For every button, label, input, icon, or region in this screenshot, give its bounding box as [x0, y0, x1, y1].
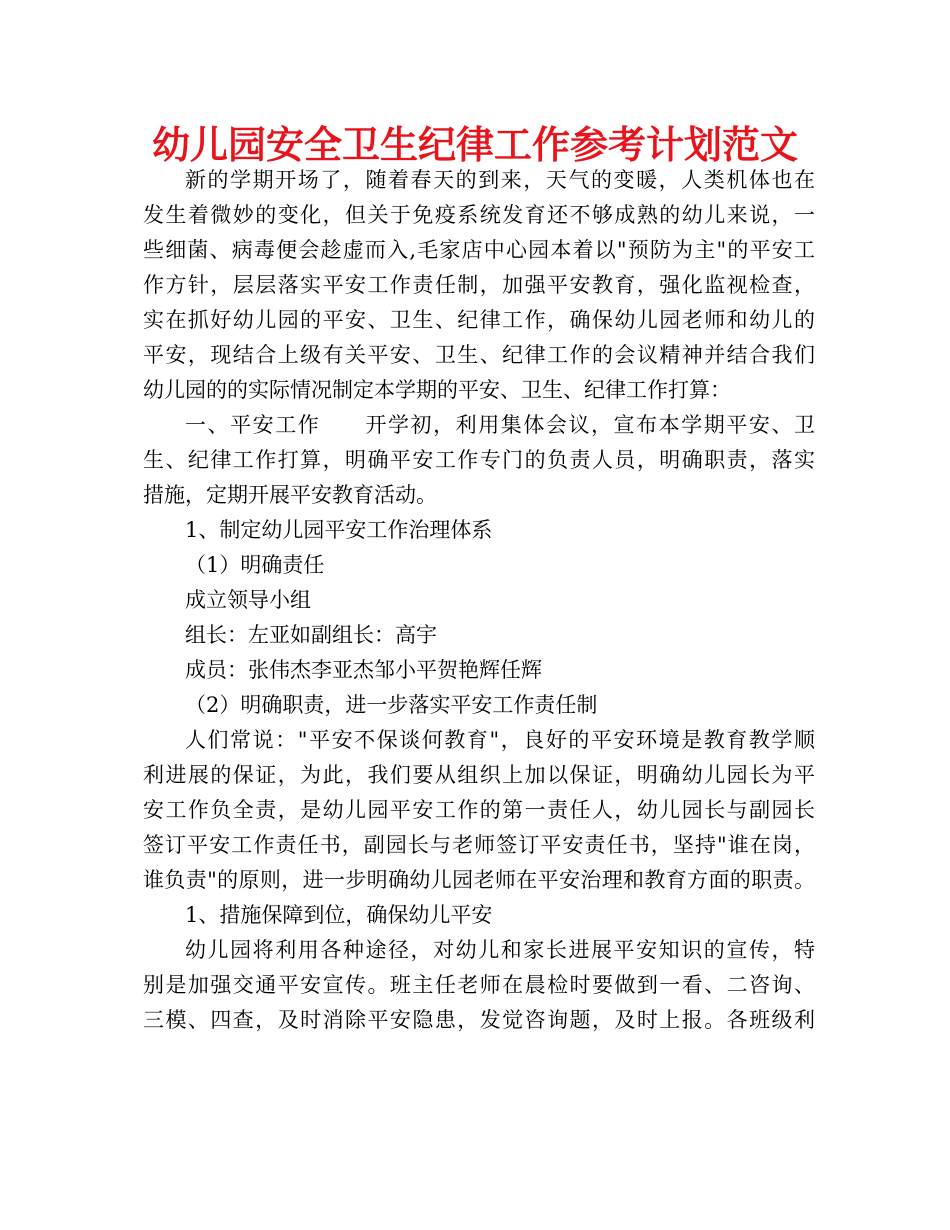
- text-line: 签订平安工作责任书，副园长与老师签订平安责任书，坚持"谁在岗，: [143, 833, 815, 857]
- text-line: 1、制定幼儿园平安工作治理体系: [185, 518, 493, 542]
- text-line: 措施，定期开展平安教育活动。: [143, 483, 437, 507]
- text-line: 谁负责"的原则，进一步明确幼儿园老师在平安治理和教育方面的职责。: [143, 868, 815, 892]
- text-line: （2）明确职责，进一步落实平安工作责任制: [185, 693, 598, 717]
- text-line: 1、措施保障到位，确保幼儿平安: [185, 903, 493, 927]
- text-line: 组长：左亚如副组长：高宇: [185, 623, 437, 647]
- text-line: 三模、四查，及时消除平安隐患，发觉咨询题，及时上报。各班级利: [143, 1008, 815, 1032]
- text-line: 幼儿园的的实际情况制定本学期的平安、卫生、纪律工作打算：: [143, 378, 731, 402]
- text-line: 人们常说："平安不保谈何教育"，良好的平安环境是教育教学顺: [185, 728, 815, 752]
- text-line: 新的学期开场了，随着春天的到来，天气的变暖，人类机体也在: [185, 168, 815, 192]
- text-line: 成员：张伟杰李亚杰邹小平贺艳辉任辉: [185, 658, 542, 682]
- text-line: 利进展的保证，为此，我们要从组织上加以保证，明确幼儿园长为平: [143, 763, 815, 787]
- text-line: 生、纪律工作打算，明确平安工作专门的负责人员，明确职责，落实: [143, 448, 815, 472]
- text-line: 成立领导小组: [185, 588, 311, 612]
- text-line: 作方针，层层落实平安工作责任制，加强平安教育，强化监视检查，: [143, 273, 815, 297]
- text-line: 发生着微妙的变化，但关于免疫系统发育还不够成熟的幼儿来说，一: [143, 203, 815, 227]
- text-line: 实在抓好幼儿园的平安、卫生、纪律工作，确保幼儿园老师和幼儿的: [143, 308, 815, 332]
- document-title: 幼儿园安全卫生纪律工作参考计划范文: [151, 123, 798, 167]
- text-line: 别是加强交通平安宣传。班主任老师在晨检时要做到一看、二咨询、: [143, 973, 815, 997]
- text-line: 些细菌、病毒便会趁虚而入,毛家店中心园本着以"预防为主"的平安工: [143, 238, 815, 262]
- text-line: 一、平安工作 开学初，利用集体会议，宣布本学期平安、卫: [185, 413, 815, 437]
- text-line: 安工作负全责，是幼儿园平安工作的第一责任人，幼儿园长与副园长: [143, 798, 815, 822]
- text-line: （1）明确责任: [185, 553, 325, 577]
- document-body: [143, 163, 815, 1038]
- text-line: 平安，现结合上级有关平安、卫生、纪律工作的会议精神并结合我们: [143, 343, 815, 367]
- text-line: 幼儿园将利用各种途径，对幼儿和家长进展平安知识的宣传，特: [185, 938, 815, 962]
